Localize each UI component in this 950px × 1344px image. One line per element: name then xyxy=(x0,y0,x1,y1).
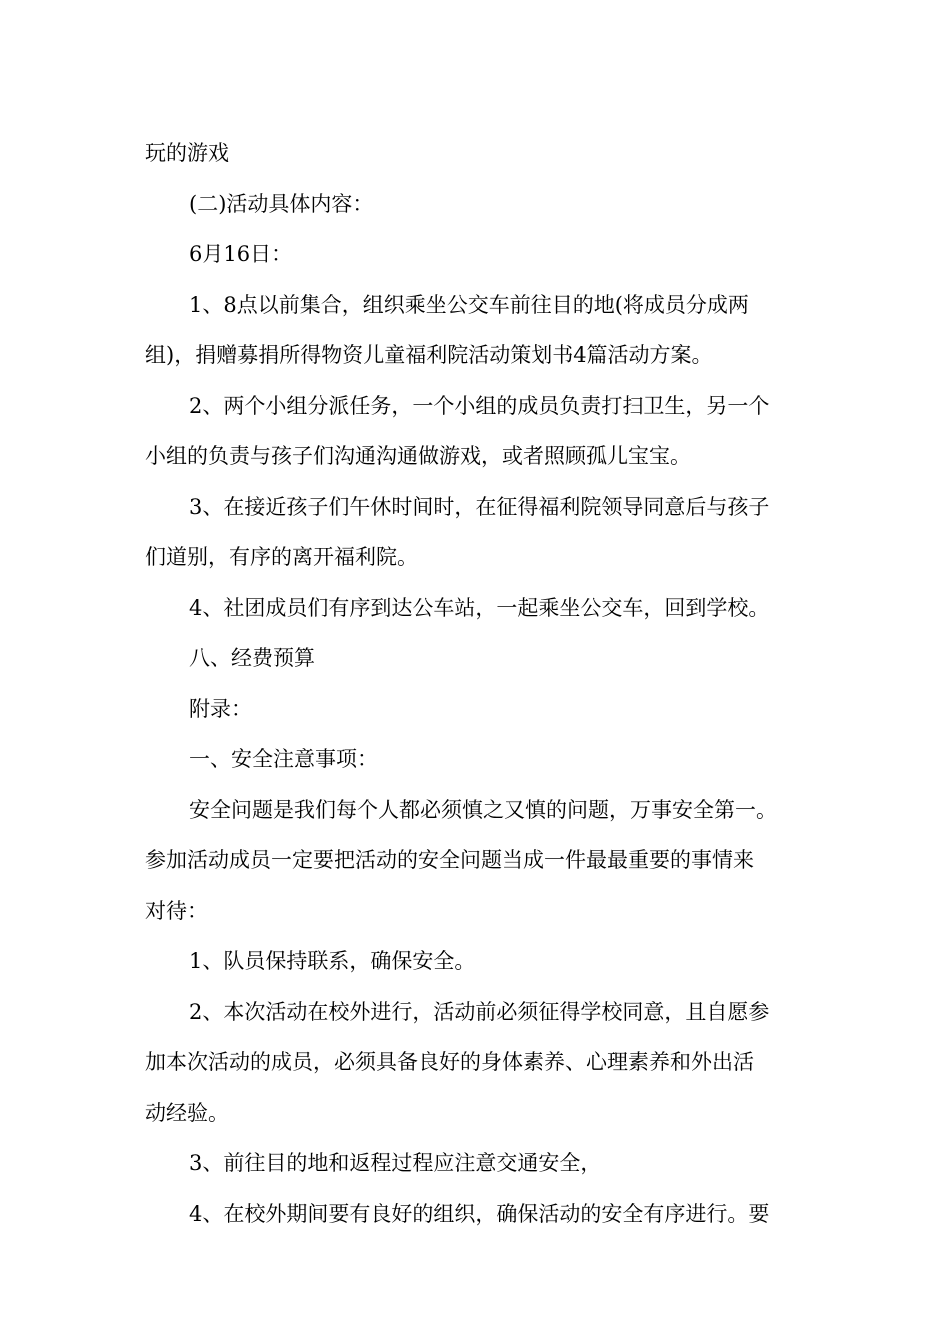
body-line: 2、两个小组分派任务，一个小组的成员负责打扫卫生，另一个 xyxy=(189,393,770,418)
body-line: 3、在接近孩子们午休时间时，在征得福利院领导同意后与孩子 xyxy=(189,494,770,519)
body-line: 组)，捐赠募捐所得物资儿童福利院活动策划书4篇活动方案。 xyxy=(145,343,713,367)
section-subheading: (二)活动具体内容： xyxy=(189,191,374,216)
date-line: 6月16日： xyxy=(189,242,293,266)
body-line: 小组的负责与孩子们沟通沟通做游戏，或者照顾孤儿宝宝。 xyxy=(145,444,691,468)
body-line: 4、在校外期间要有良好的组织，确保活动的安全有序进行。要 xyxy=(189,1201,770,1226)
appendix-heading: 附录： xyxy=(189,696,252,721)
document-body xyxy=(145,128,835,1239)
body-line: 3、前往目的地和返程过程应注意交通安全， xyxy=(189,1151,602,1175)
body-line: 们道别，有序的离开福利院。 xyxy=(145,545,418,569)
body-line: 1、8点以前集合，组织乘坐公交车前往目的地(将成员分成两 xyxy=(189,292,749,317)
body-line: 动经验。 xyxy=(145,1100,229,1125)
body-line: 对待： xyxy=(145,898,208,923)
body-line: 4、社团成员们有序到达公车站，一起乘坐公交车，回到学校。 xyxy=(189,595,770,620)
body-line: 加本次活动的成员，必须具备良好的身体素养、心理素养和外出活 xyxy=(145,1050,754,1074)
section-heading: 一、安全注意事项： xyxy=(189,747,378,771)
body-line: 安全问题是我们每个人都必须慎之又慎的问题，万事安全第一。 xyxy=(189,797,777,822)
body-line: 参加活动成员一定要把活动的安全问题当成一件最最重要的事情来 xyxy=(145,848,754,872)
section-heading: 八、经费预算 xyxy=(189,646,315,670)
body-line: 1、队员保持联系，确保安全。 xyxy=(189,949,476,973)
body-line: 2、本次活动在校外进行，活动前必须征得学校同意，且自愿参 xyxy=(189,999,770,1024)
body-line: 玩的游戏 xyxy=(145,141,229,165)
